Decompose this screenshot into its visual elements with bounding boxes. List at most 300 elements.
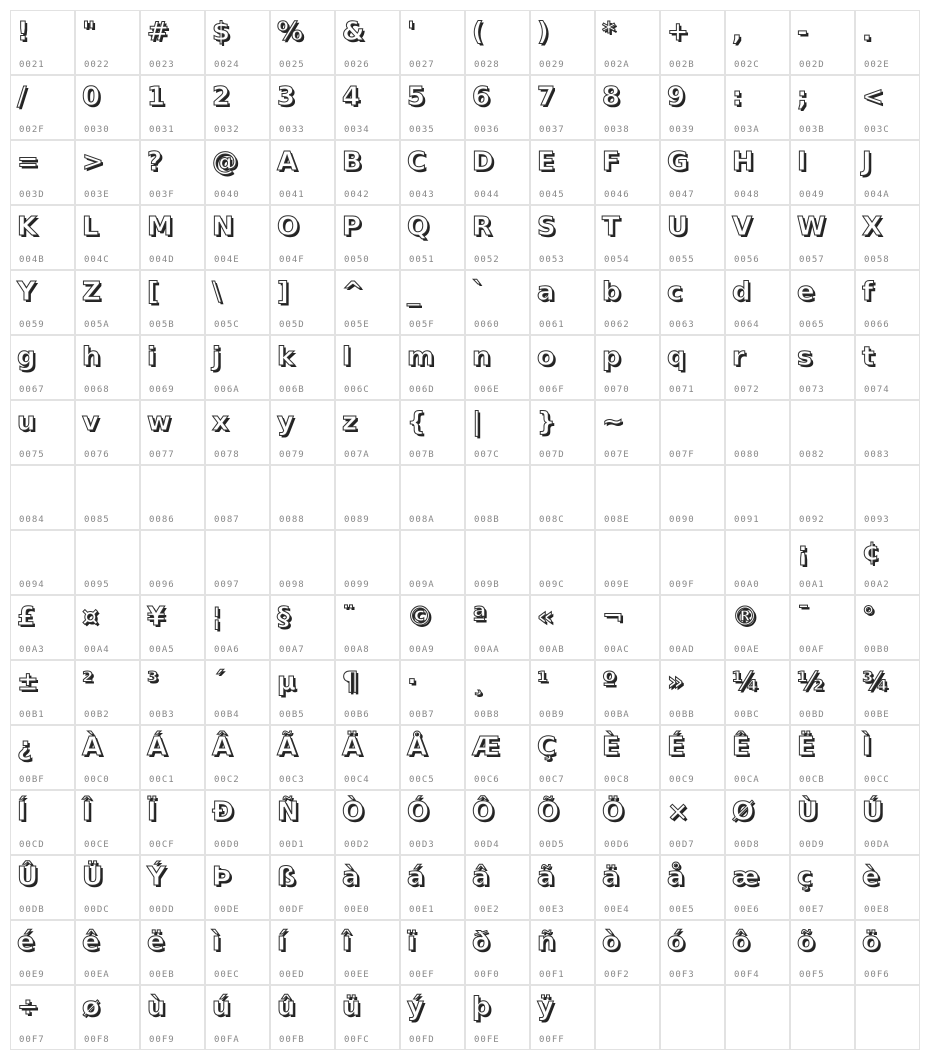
glyph-cell[interactable] — [141, 661, 204, 724]
glyph-cell[interactable] — [661, 596, 724, 659]
glyph-preview: 4 — [342, 82, 361, 112]
glyph-cell[interactable] — [596, 271, 659, 334]
glyph-cell[interactable] — [791, 141, 854, 204]
glyph-cell[interactable] — [141, 336, 204, 399]
glyph-cell[interactable] — [791, 531, 854, 594]
glyph-cell[interactable] — [661, 11, 724, 74]
glyph-cell[interactable] — [271, 856, 334, 919]
glyph-cell[interactable] — [11, 141, 74, 204]
glyph-cell[interactable] — [271, 11, 334, 74]
glyph-cell[interactable] — [791, 596, 854, 659]
glyph-preview: O — [277, 212, 300, 242]
glyph-code-label: 007D — [539, 450, 565, 460]
glyph-cell[interactable] — [141, 791, 204, 854]
glyph-code-label: 006E — [474, 385, 500, 395]
glyph-code-label: 00A1 — [799, 580, 825, 590]
glyph-cell[interactable] — [531, 271, 594, 334]
glyph-preview: I — [797, 147, 807, 177]
glyph-cell[interactable] — [531, 986, 594, 1049]
glyph-cell[interactable] — [11, 271, 74, 334]
glyph-code-label: 003E — [84, 190, 110, 200]
glyph-cell[interactable] — [76, 661, 139, 724]
glyph-cell[interactable] — [336, 76, 399, 139]
glyph-cell[interactable] — [531, 466, 594, 529]
glyph-cell[interactable] — [206, 726, 269, 789]
glyph-cell[interactable] — [466, 921, 529, 984]
glyph-code-label: 00EE — [344, 970, 370, 980]
glyph-cell[interactable] — [726, 336, 789, 399]
glyph-preview: ê — [82, 927, 100, 957]
glyph-cell[interactable] — [726, 726, 789, 789]
glyph-code-label: 00E3 — [539, 905, 565, 915]
glyph-cell[interactable] — [726, 531, 789, 594]
glyph-cell[interactable] — [336, 531, 399, 594]
glyph-code-label: 004F — [279, 255, 305, 265]
glyph-cell[interactable] — [401, 336, 464, 399]
glyph-cell[interactable] — [661, 271, 724, 334]
glyph-cell[interactable] — [596, 921, 659, 984]
glyph-cell[interactable] — [466, 11, 529, 74]
glyph-cell[interactable] — [11, 336, 74, 399]
glyph-code-label: 0023 — [149, 60, 175, 70]
glyph-cell[interactable] — [141, 921, 204, 984]
glyph-cell[interactable] — [856, 921, 919, 984]
glyph-code-label: 002B — [669, 60, 695, 70]
glyph-cell[interactable] — [271, 661, 334, 724]
glyph-cell[interactable] — [401, 531, 464, 594]
glyph-preview: Þ — [212, 862, 232, 892]
glyph-cell[interactable] — [791, 401, 854, 464]
glyph-code-label: 0032 — [214, 125, 240, 135]
glyph-cell[interactable] — [336, 11, 399, 74]
glyph-cell[interactable] — [661, 141, 724, 204]
glyph-cell[interactable] — [336, 791, 399, 854]
glyph-code-label: 00F0 — [474, 970, 500, 980]
glyph-code-label: 0027 — [409, 60, 435, 70]
glyph-cell[interactable] — [661, 921, 724, 984]
glyph-cell[interactable] — [466, 856, 529, 919]
glyph-preview: ª — [472, 602, 487, 632]
glyph-cell[interactable] — [206, 11, 269, 74]
glyph-code-label: 00E2 — [474, 905, 500, 915]
glyph-cell[interactable] — [336, 206, 399, 269]
glyph-cell[interactable] — [856, 726, 919, 789]
glyph-cell[interactable] — [791, 726, 854, 789]
glyph-cell[interactable] — [726, 401, 789, 464]
glyph-cell[interactable] — [661, 661, 724, 724]
glyph-code-label: 0030 — [84, 125, 110, 135]
glyph-code-label: 00A6 — [214, 645, 240, 655]
glyph-preview: e — [797, 277, 815, 307]
glyph-cell[interactable] — [11, 401, 74, 464]
glyph-cell[interactable] — [271, 531, 334, 594]
glyph-cell[interactable] — [336, 661, 399, 724]
glyph-preview: W — [797, 212, 826, 242]
glyph-cell[interactable] — [206, 921, 269, 984]
glyph-cell[interactable] — [596, 141, 659, 204]
glyph-cell[interactable] — [271, 986, 334, 1049]
glyph-cell[interactable] — [336, 401, 399, 464]
glyph-cell[interactable] — [596, 661, 659, 724]
glyph-cell[interactable] — [466, 466, 529, 529]
glyph-cell[interactable] — [661, 791, 724, 854]
glyph-cell[interactable] — [726, 856, 789, 919]
glyph-preview: ² — [82, 667, 94, 697]
glyph-cell[interactable] — [141, 11, 204, 74]
glyph-cell[interactable] — [791, 206, 854, 269]
glyph-cell[interactable] — [661, 466, 724, 529]
glyph-cell[interactable] — [791, 791, 854, 854]
glyph-cell[interactable] — [791, 466, 854, 529]
glyph-cell[interactable] — [466, 726, 529, 789]
glyph-cell[interactable] — [336, 726, 399, 789]
glyph-cell[interactable] — [11, 986, 74, 1049]
glyph-cell[interactable] — [596, 596, 659, 659]
glyph-code-label: 00F7 — [19, 1035, 45, 1045]
glyph-cell[interactable] — [661, 336, 724, 399]
glyph-cell[interactable] — [76, 271, 139, 334]
glyph-cell[interactable] — [11, 661, 74, 724]
glyph-cell[interactable] — [206, 401, 269, 464]
glyph-cell[interactable] — [856, 401, 919, 464]
glyph-cell[interactable] — [726, 596, 789, 659]
glyph-cell[interactable] — [401, 271, 464, 334]
glyph-cell[interactable] — [596, 401, 659, 464]
glyph-code-label: 009E — [604, 580, 630, 590]
glyph-cell[interactable] — [856, 661, 919, 724]
glyph-cell[interactable] — [336, 141, 399, 204]
glyph-preview: þ — [472, 992, 491, 1022]
glyph-preview: ò — [602, 927, 620, 957]
glyph-cell[interactable] — [11, 466, 74, 529]
glyph-cell[interactable] — [271, 466, 334, 529]
glyph-code-label: 0021 — [19, 60, 45, 70]
glyph-cell[interactable] — [726, 271, 789, 334]
glyph-code-label: 007E — [604, 450, 630, 460]
glyph-code-label: 002C — [734, 60, 760, 70]
glyph-cell[interactable] — [726, 11, 789, 74]
glyph-cell[interactable] — [76, 596, 139, 659]
glyph-cell[interactable] — [726, 791, 789, 854]
glyph-cell[interactable] — [401, 661, 464, 724]
glyph-code-label: 0064 — [734, 320, 760, 330]
character-grid — [10, 10, 920, 1050]
glyph-cell[interactable] — [141, 141, 204, 204]
glyph-cell[interactable] — [141, 986, 204, 1049]
glyph-cell[interactable] — [271, 76, 334, 139]
glyph-cell[interactable] — [401, 466, 464, 529]
glyph-cell[interactable] — [596, 791, 659, 854]
glyph-cell[interactable] — [76, 141, 139, 204]
glyph-code-label: 00B6 — [344, 710, 370, 720]
glyph-cell[interactable] — [206, 596, 269, 659]
glyph-cell[interactable] — [76, 726, 139, 789]
glyph-cell[interactable] — [466, 596, 529, 659]
glyph-cell[interactable] — [531, 76, 594, 139]
glyph-cell[interactable] — [271, 336, 334, 399]
glyph-cell[interactable] — [206, 336, 269, 399]
glyph-code-label: 0079 — [279, 450, 305, 460]
glyph-code-label: 0055 — [669, 255, 695, 265]
glyph-cell[interactable] — [336, 856, 399, 919]
glyph-preview: P — [342, 212, 362, 242]
glyph-cell[interactable] — [271, 401, 334, 464]
glyph-cell[interactable] — [661, 531, 724, 594]
glyph-preview: ¹ — [537, 667, 549, 697]
glyph-preview: Z — [82, 277, 101, 307]
glyph-cell[interactable] — [726, 921, 789, 984]
glyph-cell[interactable] — [206, 76, 269, 139]
glyph-cell[interactable] — [141, 76, 204, 139]
glyph-cell[interactable] — [531, 141, 594, 204]
glyph-cell[interactable] — [531, 596, 594, 659]
glyph-cell[interactable] — [531, 791, 594, 854]
glyph-code-label: 00F8 — [84, 1035, 110, 1045]
glyph-cell[interactable] — [531, 661, 594, 724]
glyph-cell[interactable] — [661, 856, 724, 919]
glyph-cell[interactable] — [856, 531, 919, 594]
glyph-cell[interactable] — [466, 986, 529, 1049]
glyph-cell[interactable] — [141, 271, 204, 334]
glyph-preview: F — [602, 147, 620, 177]
glyph-cell[interactable] — [336, 596, 399, 659]
glyph-cell[interactable] — [596, 726, 659, 789]
glyph-cell[interactable] — [791, 76, 854, 139]
glyph-cell[interactable] — [856, 596, 919, 659]
glyph-cell[interactable] — [726, 141, 789, 204]
glyph-preview: ' — [407, 17, 415, 47]
glyph-cell[interactable] — [11, 596, 74, 659]
glyph-cell[interactable] — [531, 206, 594, 269]
glyph-cell[interactable] — [401, 726, 464, 789]
glyph-cell[interactable] — [206, 271, 269, 334]
glyph-code-label: 0028 — [474, 60, 500, 70]
glyph-cell[interactable] — [856, 856, 919, 919]
glyph-cell[interactable] — [726, 661, 789, 724]
glyph-cell[interactable] — [531, 921, 594, 984]
glyph-cell[interactable] — [76, 531, 139, 594]
glyph-cell[interactable] — [401, 76, 464, 139]
empty-slot — [661, 986, 724, 1049]
glyph-preview: c — [667, 277, 683, 307]
glyph-cell[interactable] — [206, 206, 269, 269]
glyph-cell[interactable] — [466, 76, 529, 139]
glyph-cell[interactable] — [661, 76, 724, 139]
glyph-preview: % — [277, 17, 304, 47]
glyph-cell[interactable] — [141, 466, 204, 529]
glyph-cell[interactable] — [271, 271, 334, 334]
glyph-cell[interactable] — [206, 466, 269, 529]
glyph-cell[interactable] — [466, 661, 529, 724]
glyph-preview: µ — [277, 667, 297, 697]
glyph-cell[interactable] — [76, 921, 139, 984]
glyph-cell[interactable] — [596, 856, 659, 919]
glyph-code-label: 00C4 — [344, 775, 370, 785]
glyph-cell[interactable] — [271, 596, 334, 659]
glyph-code-label: 0029 — [539, 60, 565, 70]
glyph-cell[interactable] — [856, 11, 919, 74]
glyph-cell[interactable] — [856, 76, 919, 139]
glyph-cell[interactable] — [271, 791, 334, 854]
glyph-cell[interactable] — [466, 206, 529, 269]
glyph-cell[interactable] — [76, 401, 139, 464]
glyph-cell[interactable] — [271, 206, 334, 269]
glyph-cell[interactable] — [856, 791, 919, 854]
glyph-cell[interactable] — [336, 921, 399, 984]
glyph-code-label: 0091 — [734, 515, 760, 525]
glyph-preview: à — [342, 862, 360, 892]
glyph-cell[interactable] — [336, 271, 399, 334]
glyph-cell[interactable] — [141, 531, 204, 594]
glyph-cell[interactable] — [11, 791, 74, 854]
glyph-preview: Õ — [537, 797, 560, 827]
glyph-cell[interactable] — [791, 661, 854, 724]
glyph-cell[interactable] — [206, 531, 269, 594]
glyph-cell[interactable] — [206, 986, 269, 1049]
glyph-preview: 7 — [537, 82, 556, 112]
glyph-cell[interactable] — [11, 11, 74, 74]
glyph-cell[interactable] — [11, 856, 74, 919]
glyph-cell[interactable] — [141, 206, 204, 269]
glyph-code-label: 00A9 — [409, 645, 435, 655]
glyph-cell[interactable] — [206, 791, 269, 854]
glyph-cell[interactable] — [336, 986, 399, 1049]
glyph-cell[interactable] — [76, 11, 139, 74]
glyph-cell[interactable] — [726, 206, 789, 269]
glyph-cell[interactable] — [596, 336, 659, 399]
glyph-cell[interactable] — [661, 206, 724, 269]
glyph-code-label: 00FB — [279, 1035, 305, 1045]
glyph-code-label: 00CD — [19, 840, 45, 850]
glyph-code-label: 00AB — [539, 645, 565, 655]
glyph-cell[interactable] — [271, 141, 334, 204]
glyph-cell[interactable] — [466, 271, 529, 334]
glyph-cell[interactable] — [141, 596, 204, 659]
glyph-code-label: 0084 — [19, 515, 45, 525]
glyph-preview: ( — [472, 17, 484, 47]
glyph-cell[interactable] — [791, 336, 854, 399]
glyph-preview: Ù — [797, 797, 819, 827]
glyph-cell[interactable] — [11, 531, 74, 594]
glyph-cell[interactable] — [401, 986, 464, 1049]
glyph-preview: ó — [667, 927, 685, 957]
glyph-cell[interactable] — [271, 921, 334, 984]
glyph-cell[interactable] — [271, 726, 334, 789]
glyph-cell[interactable] — [531, 726, 594, 789]
glyph-cell[interactable] — [76, 856, 139, 919]
glyph-cell[interactable] — [531, 336, 594, 399]
glyph-cell[interactable] — [661, 726, 724, 789]
glyph-cell[interactable] — [206, 661, 269, 724]
glyph-code-label: 0067 — [19, 385, 45, 395]
glyph-cell[interactable] — [76, 76, 139, 139]
glyph-cell[interactable] — [76, 206, 139, 269]
glyph-cell[interactable] — [401, 11, 464, 74]
glyph-cell[interactable] — [661, 401, 724, 464]
glyph-code-label: 00D7 — [669, 840, 695, 850]
glyph-cell[interactable] — [11, 921, 74, 984]
glyph-cell[interactable] — [856, 141, 919, 204]
glyph-cell[interactable] — [336, 466, 399, 529]
glyph-cell[interactable] — [76, 986, 139, 1049]
glyph-cell[interactable] — [856, 271, 919, 334]
glyph-preview: Ý — [147, 862, 166, 892]
glyph-cell[interactable] — [531, 856, 594, 919]
glyph-cell[interactable] — [531, 531, 594, 594]
glyph-cell[interactable] — [206, 141, 269, 204]
glyph-preview: A — [277, 147, 298, 177]
glyph-code-label: 0082 — [799, 450, 825, 460]
glyph-cell[interactable] — [596, 531, 659, 594]
glyph-cell[interactable] — [76, 791, 139, 854]
glyph-cell[interactable] — [596, 11, 659, 74]
glyph-cell[interactable] — [466, 531, 529, 594]
glyph-cell[interactable] — [726, 466, 789, 529]
glyph-cell[interactable] — [76, 336, 139, 399]
glyph-code-label: 00C5 — [409, 775, 435, 785]
glyph-cell[interactable] — [596, 206, 659, 269]
glyph-cell[interactable] — [401, 596, 464, 659]
glyph-cell[interactable] — [401, 856, 464, 919]
glyph-cell[interactable] — [401, 401, 464, 464]
glyph-preview: æ — [732, 862, 760, 892]
glyph-preview: 8 — [602, 82, 621, 112]
glyph-cell[interactable] — [791, 921, 854, 984]
glyph-code-label: 0061 — [539, 320, 565, 330]
glyph-cell[interactable] — [401, 921, 464, 984]
glyph-cell[interactable] — [141, 726, 204, 789]
glyph-cell[interactable] — [531, 11, 594, 74]
glyph-code-label: 0031 — [149, 125, 175, 135]
glyph-cell[interactable] — [401, 141, 464, 204]
glyph-cell[interactable] — [401, 791, 464, 854]
glyph-cell[interactable] — [791, 271, 854, 334]
glyph-cell[interactable] — [466, 401, 529, 464]
glyph-cell[interactable] — [856, 206, 919, 269]
glyph-cell[interactable] — [856, 336, 919, 399]
glyph-cell[interactable] — [141, 856, 204, 919]
glyph-cell[interactable] — [466, 791, 529, 854]
glyph-preview: À — [82, 732, 103, 762]
glyph-code-label: 00FF — [539, 1035, 565, 1045]
glyph-code-label: 0086 — [149, 515, 175, 525]
glyph-cell[interactable] — [336, 336, 399, 399]
glyph-preview: ¶ — [342, 667, 359, 697]
glyph-cell[interactable] — [206, 856, 269, 919]
glyph-code-label: 00D5 — [539, 840, 565, 850]
glyph-cell[interactable] — [466, 141, 529, 204]
glyph-cell[interactable] — [596, 76, 659, 139]
glyph-cell[interactable] — [531, 401, 594, 464]
glyph-cell[interactable] — [401, 206, 464, 269]
glyph-preview: ) — [537, 17, 549, 47]
glyph-cell[interactable] — [596, 466, 659, 529]
glyph-cell[interactable] — [466, 336, 529, 399]
glyph-preview: " — [82, 17, 96, 47]
glyph-cell[interactable] — [11, 206, 74, 269]
glyph-cell[interactable] — [791, 11, 854, 74]
glyph-cell[interactable] — [141, 401, 204, 464]
glyph-cell[interactable] — [791, 856, 854, 919]
glyph-preview: y — [277, 407, 294, 437]
glyph-cell[interactable] — [856, 466, 919, 529]
glyph-code-label: 0085 — [84, 515, 110, 525]
glyph-code-label: 0083 — [864, 450, 890, 460]
glyph-cell[interactable] — [76, 466, 139, 529]
glyph-cell[interactable] — [11, 726, 74, 789]
glyph-cell[interactable] — [11, 76, 74, 139]
glyph-cell[interactable] — [726, 76, 789, 139]
